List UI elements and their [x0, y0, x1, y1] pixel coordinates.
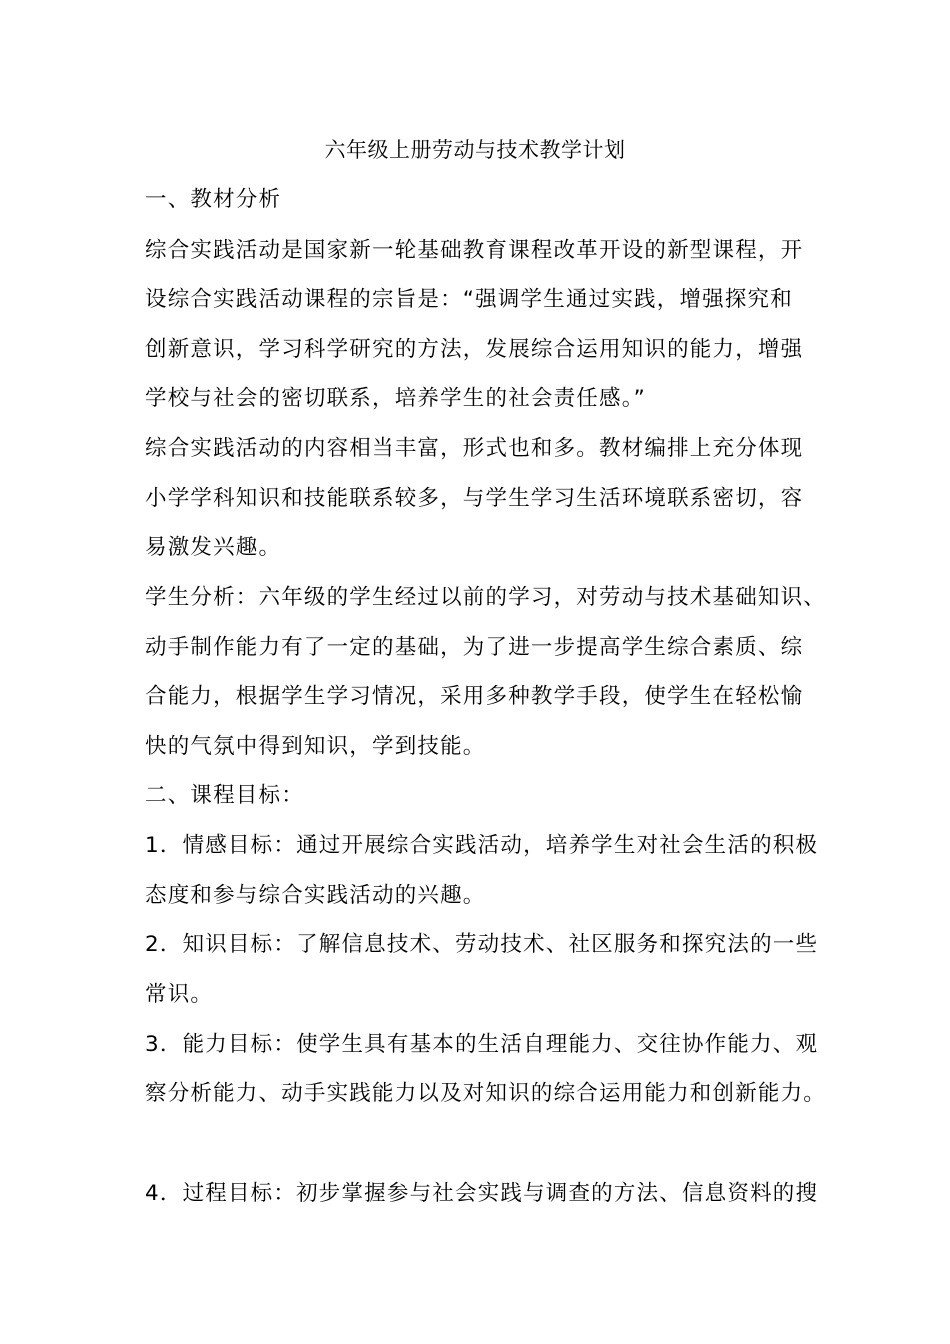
paragraph-line: 创新意识，学习科学研究的方法，发展综合运用知识的能力，增强 [145, 337, 804, 362]
section-heading-course-goals: 二、课程目标： [145, 783, 304, 808]
paragraph-line: 综合实践活动是国家新一轮基础教育课程改革开设的新型课程，开 [145, 238, 804, 263]
paragraph-line: 易激发兴趣。 [145, 535, 282, 560]
list-item-line: 态度和参与综合实践活动的兴趣。 [145, 883, 486, 908]
paragraph-line: 快的气氛中得到知识，学到技能。 [145, 734, 486, 759]
paragraph-line: 合能力，根据学生学习情况，采用多种教学手段，使学生在轻松愉 [145, 684, 804, 709]
list-item-line: 察分析能力、动手实践能力以及对知识的综合运用能力和创新能力。 [145, 1081, 827, 1106]
paragraph-line: 学生分析：六年级的学生经过以前的学习，对劳动与技术基础知识、 [145, 585, 827, 610]
paragraph-line: 设综合实践活动课程的宗旨是：“强调学生通过实践，增强探究和 [145, 287, 793, 312]
list-item-line: 3．能力目标：使学生具有基本的生活自理能力、交往协作能力、观 [145, 1032, 819, 1057]
section-heading-textbook-analysis: 一、教材分析 [145, 187, 282, 212]
list-item-line: 4．过程目标：初步掌握参与社会实践与调查的方法、信息资料的搜 [145, 1181, 819, 1206]
list-item-line: 2．知识目标：了解信息技术、劳动技术、社区服务和探究法的一些 [145, 932, 819, 957]
list-item-line: 1．情感目标：通过开展综合实践活动，培养学生对社会生活的积极 [145, 833, 819, 858]
list-item-line: 常识。 [145, 982, 214, 1007]
paragraph-line: 小学学科知识和技能联系较多，与学生学习生活环境联系密切，容 [145, 486, 804, 511]
paragraph-line: 学校与社会的密切联系，培养学生的社会责任感。” [145, 386, 646, 411]
paragraph-line: 综合实践活动的内容相当丰富，形式也和多。教材编排上充分体现 [145, 436, 804, 461]
paragraph-line: 动手制作能力有了一定的基础，为了进一步提高学生综合素质、综 [145, 635, 804, 660]
document-title: 六年级上册劳动与技术教学计划 [324, 138, 626, 162]
